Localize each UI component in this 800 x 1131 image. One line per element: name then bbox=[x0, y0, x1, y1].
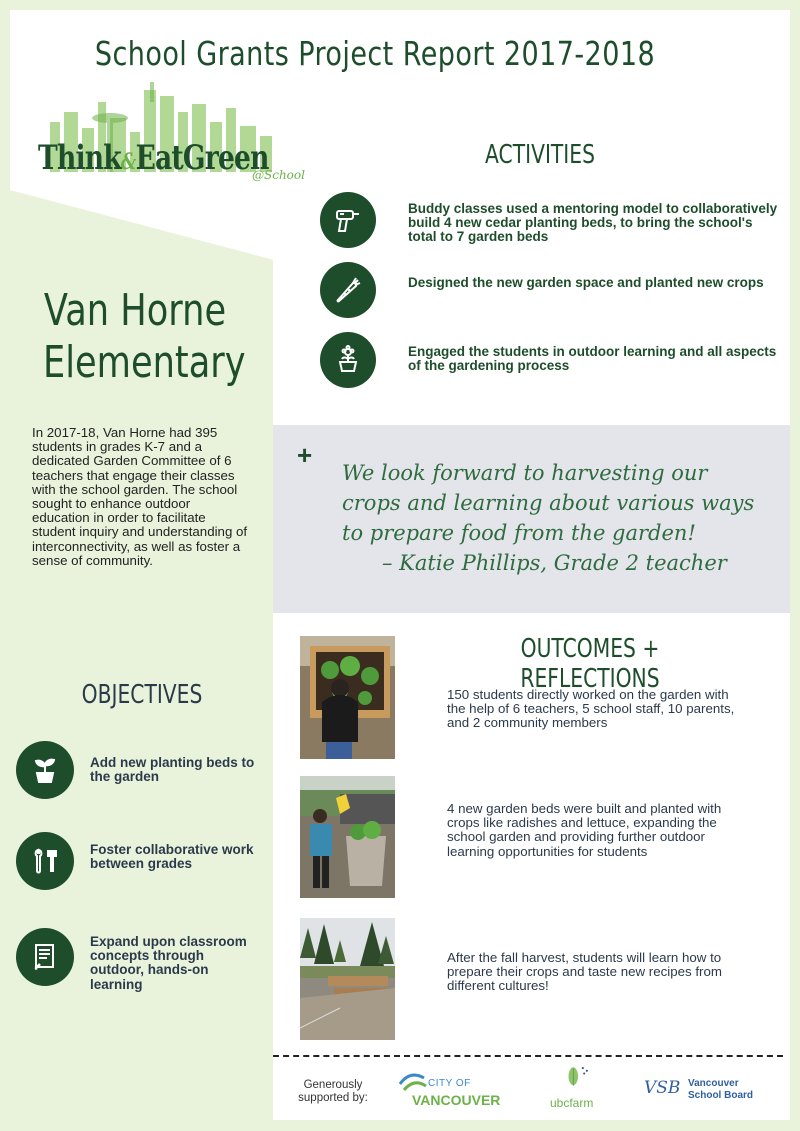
outcome-2-text: 4 new garden beds were built and planted with crops like radishes and lettuce, expanding the school garden and providing further outdoor learning opportunities for students bbox=[447, 801, 722, 859]
ubc-farm-logo bbox=[548, 1064, 604, 1114]
quote-author: – Katie Phillips, Grade 2 teacher bbox=[382, 551, 727, 575]
intro-paragraph: In 2017-18, Van Horne had 395 students in grades K-7 and a dedicated Garden Committee of 6 teachers that engage their classes with the school garden. The school sought to enhance outdoor education in order to facilitate student inquiry and understanding of interconnectivity, as well as foster a sense of community. bbox=[32, 425, 248, 568]
vsb-line-1: Vancouver bbox=[688, 1078, 739, 1089]
document-pencil-icon bbox=[16, 928, 74, 986]
flower-pot-icon bbox=[320, 332, 376, 388]
teacher-quote bbox=[342, 458, 762, 578]
school-name: Van Horne Elementary bbox=[43, 285, 246, 388]
carrot-icon bbox=[320, 262, 376, 318]
vancouver-text: VANCOUVER bbox=[412, 1092, 501, 1108]
ubc-farm-text: ubcfarm bbox=[550, 1096, 594, 1110]
city-of-vancouver-logo bbox=[398, 1068, 516, 1110]
objective-1-text: Add new planting beds to the garden bbox=[90, 755, 255, 785]
outcome-1-text: 150 students directly worked on the garden with the help of 6 teachers, 5 school staff, 10 parents, and 2 community members bbox=[447, 687, 735, 731]
seedling-pot-icon bbox=[16, 741, 74, 799]
logo-wordmark: Think&EatGreen bbox=[38, 138, 269, 178]
vsb-line-2: School Board bbox=[688, 1090, 754, 1101]
logo-school-text: @School bbox=[252, 168, 305, 182]
drill-icon bbox=[320, 192, 376, 248]
photo-student-watering bbox=[300, 776, 395, 898]
activity-1-text: Buddy classes used a mentoring model to collaboratively build 4 new cedar planting beds, to bring the school's total to 7 garden beds bbox=[408, 201, 778, 245]
vancouver-school-board-logo bbox=[644, 1074, 764, 1108]
wheat-icon bbox=[548, 1064, 604, 1098]
activity-3-text: Engaged the students in outdoor learning and all aspects of the gardening process bbox=[408, 344, 777, 374]
quote-plus-mark: + bbox=[297, 440, 313, 470]
page-title: School Grants Project Report 2017-2018 bbox=[94, 34, 656, 73]
supported-by-text: Generously supported by: bbox=[298, 1079, 368, 1104]
wrench-hammer-icon bbox=[16, 832, 74, 890]
vsb-mark: VSB bbox=[644, 1078, 681, 1098]
objective-3-text: Expand upon classroom concepts through outdoor, hands-on learning bbox=[90, 934, 247, 992]
quote-text: We look forward to harvesting our crops and learning about various ways to prepare food from the garden! bbox=[342, 461, 755, 545]
outcome-3-text: After the fall harvest, students will learn how to prepare their crops and taste new recipes from different cultures! bbox=[447, 950, 722, 994]
photo-student-planting bbox=[300, 636, 395, 759]
activities-heading: ACTIVITIES bbox=[485, 140, 595, 170]
outcomes-heading: OUTCOMES + REFLECTIONS bbox=[520, 634, 660, 694]
city-of-text: CITY OF bbox=[428, 1078, 471, 1089]
footer-divider bbox=[273, 1055, 783, 1057]
activity-2-text: Designed the new garden space and planted new crops bbox=[408, 275, 764, 290]
objective-2-text: Foster collaborative work between grades bbox=[90, 842, 254, 872]
photo-garden-beds bbox=[300, 918, 395, 1040]
objectives-heading: OBJECTIVES bbox=[81, 680, 203, 710]
